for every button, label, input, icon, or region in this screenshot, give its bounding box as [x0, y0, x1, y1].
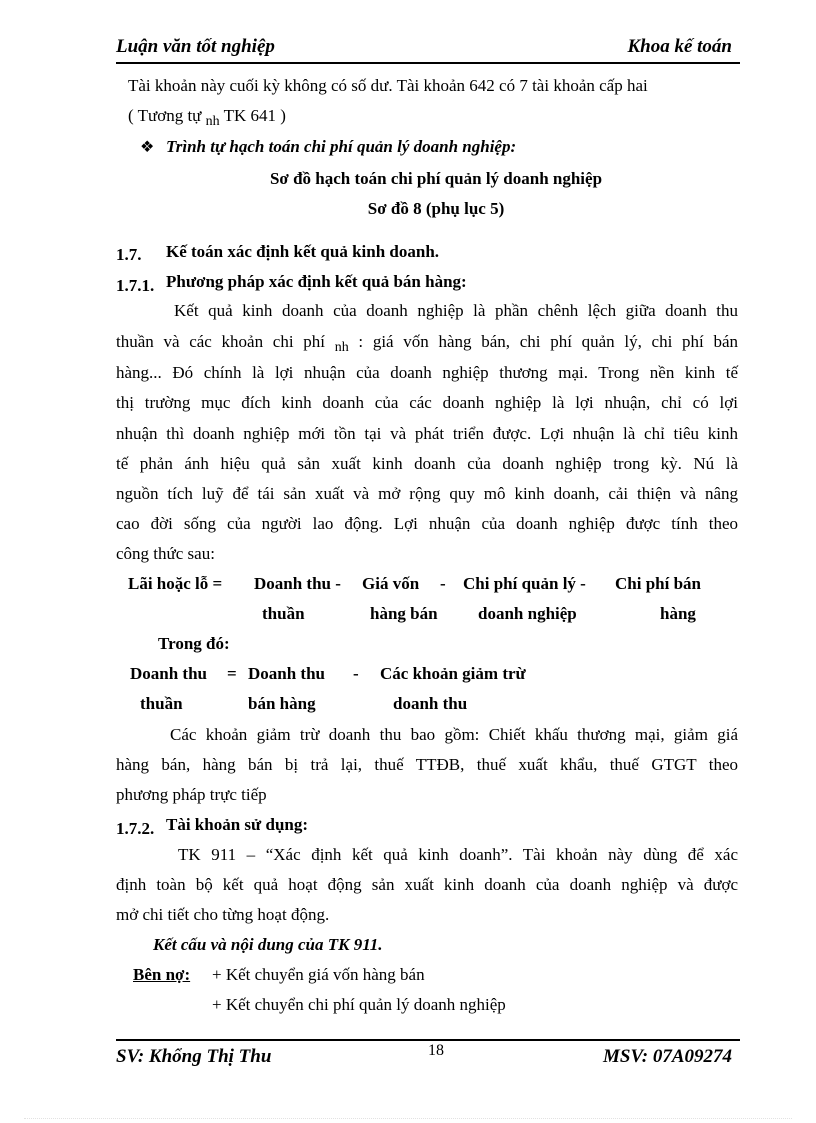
formula1-term2-line1: Giá vốn: [362, 574, 420, 593]
section-number-1-7-1: 1.7.1.: [116, 276, 155, 295]
intro-line-2: ( Tương tự $_{nh}$ TK 641 ): [128, 106, 286, 129]
formula2-term2-line2: doanh thu: [393, 694, 468, 713]
footer-left: SV: Khổng Thị Thu: [116, 1046, 272, 1067]
formula2-term1-line1: Doanh thu: [248, 664, 326, 683]
section-title-1-7: Kế toán xác định kết quả kinh doanh.: [166, 242, 440, 261]
para3-line-3: mở chi tiết cho từng hoạt động.: [116, 905, 330, 924]
header-right: Khoa kế toán: [627, 36, 732, 57]
section-number-1-7: 1.7.: [116, 245, 142, 264]
formula2-lhs-line2: thuần: [140, 694, 183, 713]
header-rule: [116, 62, 740, 64]
para1-line-9: công thức sau:: [116, 544, 215, 563]
para1-line-3: hàng... Đó chính là lợi nhuận của doanh nghiệp thương mại. Trong nền kinh tế: [116, 363, 738, 382]
para2-line-2: hàng bán, hàng bán bị trả lại, thuế TTĐB, thuế xuất khẩu, thuế GTGT theo: [116, 755, 738, 774]
formula2-term2-line1: Các khoản giảm trừ: [380, 664, 526, 683]
header-left: Luận văn tốt nghiệp: [116, 36, 275, 57]
formula1-term1-line2: thuần: [262, 604, 305, 623]
formula2-lhs-line1: Doanh thu: [130, 664, 208, 683]
formula2-minus: -: [353, 664, 359, 683]
section-number-1-7-2: 1.7.2.: [116, 819, 155, 838]
diamond-bullet-icon: ❖: [140, 139, 155, 156]
debit-label: Bên nợ:: [133, 965, 191, 984]
formula1-term3-line1: Chi phí quản lý -: [463, 574, 586, 593]
para2-line-3: phương pháp trực tiếp: [116, 785, 267, 804]
diagram-title: Sơ đồ hạch toán chi phí quản lý doanh nghiệp: [269, 169, 603, 188]
where-label: Trong đó:: [158, 634, 230, 653]
debit-item-2: + Kết chuyển chi phí quản lý doanh nghiệp: [212, 995, 506, 1014]
intro-line-1: Tài khoản này cuối kỳ không có số dư. Tài khoản 642 có 7 tài khoản cấp hai: [128, 76, 648, 95]
formula1-term2-line2: hàng bán: [370, 604, 438, 623]
page-number: 18: [428, 1042, 444, 1059]
formula1-term1-line1: Doanh thu -: [254, 574, 341, 593]
formula1-term4-line1: Chi phí bán: [615, 574, 701, 593]
section-title-1-7-2: Tài khoản sử dụng:: [166, 815, 309, 834]
page-edge-divider: [24, 1118, 792, 1119]
formula1-term3-line2: doanh nghiệp: [478, 604, 577, 623]
formula1-minus: -: [440, 574, 446, 593]
formula1-lhs: Lãi hoặc lỗ =: [128, 574, 223, 593]
structure-heading: Kết cấu và nội dung của TK 911.: [153, 935, 383, 954]
para1-line-8: cao đời sống của người lao động. Lợi nhuận của doanh nghiệp được tính theo: [116, 514, 738, 533]
para2-line-1: Các khoản giảm trừ doanh thu bao gồm: Chiết khấu thương mại, giảm giá: [170, 725, 738, 744]
formula1-term4-line2: hàng: [660, 604, 696, 623]
section-title-1-7-1: Phương pháp xác định kết quả bán hàng:: [166, 272, 467, 291]
para1-line-2: thuần và các khoản chi phí $_{nh}$ : giá vốn hàng bán, chi phí quản lý, chi phí bán: [116, 332, 738, 355]
para1-line-5: nhuận thì doanh nghiệp mới tồn tại và phát triển được. Lợi nhuận là chỉ tiêu kinh: [116, 424, 738, 443]
para3-line-1: TK 911 – “Xác định kết quả kinh doanh”. Tài khoản này dùng để xác: [178, 845, 738, 864]
formula2-term1-line2: bán hàng: [248, 694, 316, 713]
formula2-equals: =: [227, 664, 237, 683]
para1-line-1: Kết quả kinh doanh của doanh nghiệp là phần chênh lệch giữa doanh thu: [174, 301, 738, 320]
bullet-heading: Trình tự hạch toán chi phí quản lý doanh nghiệp:: [166, 137, 517, 156]
para1-line-4: thị trường mục đích kinh doanh của các doanh nghiệp là lợi nhuận, chỉ có lợi: [116, 393, 738, 412]
para3-line-2: định toàn bộ kết quả hoạt động sản xuất kinh doanh của doanh nghiệp và được: [116, 875, 738, 894]
debit-item-1: + Kết chuyển giá vốn hàng bán: [212, 965, 425, 984]
para1-line-6: tế phản ánh hiệu quả sản xuất kinh doanh của doanh nghiệp trong kỳ. Nú là: [116, 454, 738, 473]
para1-line-7: nguồn tích luỹ để tái sản xuất và mở rộng quy mô kinh doanh, cải thiện và nâng: [116, 484, 738, 503]
footer-right: MSV: 07A09274: [603, 1046, 732, 1067]
footer-rule: [116, 1039, 740, 1041]
diagram-ref: Sơ đồ 8 (phụ lục 5): [367, 199, 505, 218]
